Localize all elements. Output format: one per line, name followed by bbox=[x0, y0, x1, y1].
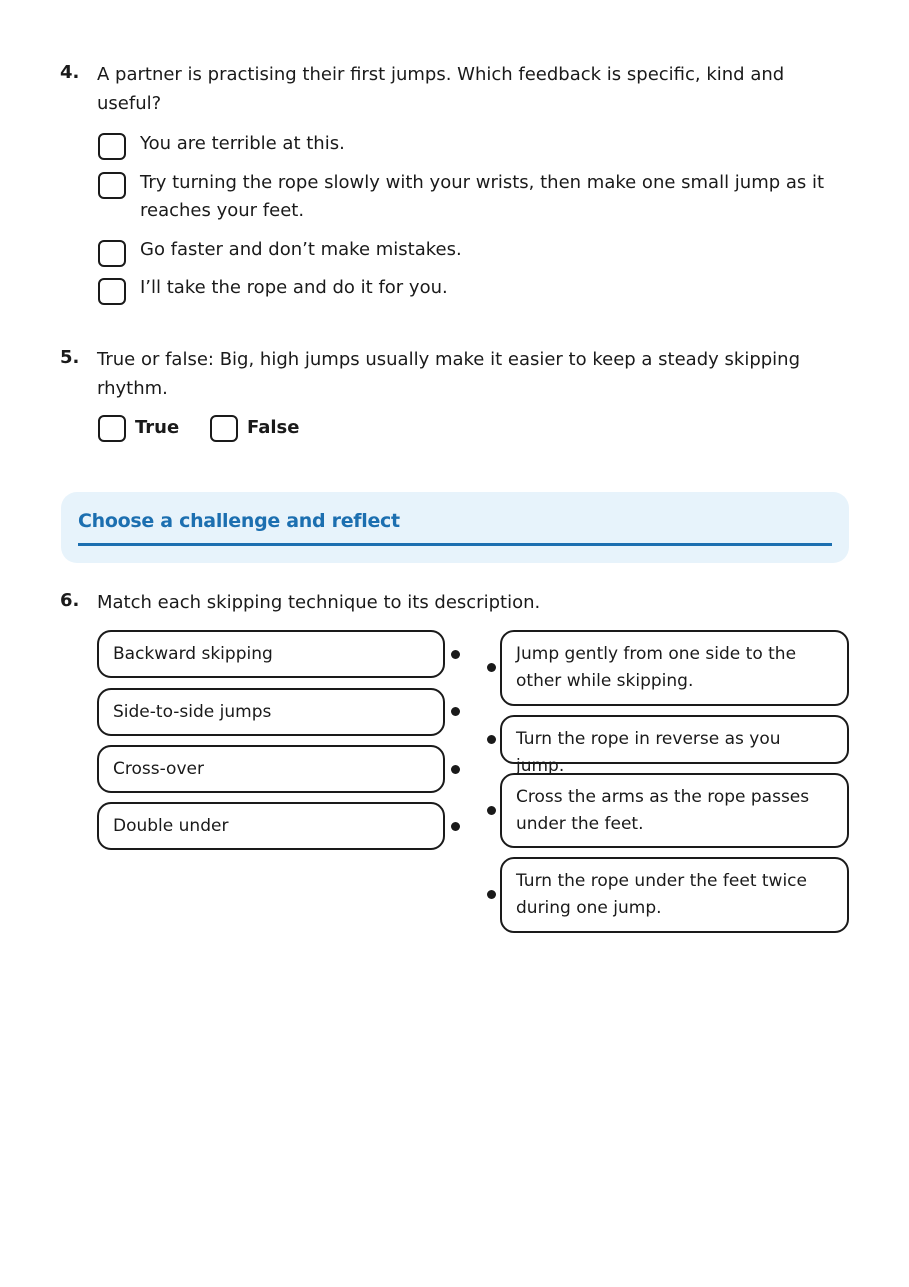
q4-option-4-checkbox[interactable] bbox=[98, 278, 126, 305]
q4-option-4-label: I’ll take the rope and do it for you. bbox=[140, 277, 448, 298]
q4-option-1-checkbox[interactable] bbox=[98, 133, 126, 160]
question-5-text: True or false: Big, high jumps usually make it easier to keep a steady skipping rhythm. bbox=[97, 349, 801, 399]
question-5-number: 5. bbox=[60, 347, 80, 368]
technique-backward-skipping[interactable]: Backward skipping bbox=[97, 630, 445, 678]
q5-false-checkbox[interactable] bbox=[210, 415, 238, 442]
technique-cross-over[interactable]: Cross-over bbox=[97, 745, 445, 793]
question-6-number: 6. bbox=[60, 590, 80, 611]
description-cross-arms[interactable]: Cross the arms as the rope passes under the feet. bbox=[500, 773, 849, 848]
technique-1-connector-dot[interactable] bbox=[451, 650, 460, 659]
q5-false-label: False bbox=[247, 417, 300, 438]
technique-2-connector-dot[interactable] bbox=[451, 707, 460, 716]
technique-4-connector-dot[interactable] bbox=[451, 822, 460, 831]
section-title: Choose a challenge and reflect bbox=[78, 510, 400, 532]
description-side-to-side[interactable]: Jump gently from one side to the other while skipping. bbox=[500, 630, 849, 706]
description-4-connector-dot[interactable] bbox=[487, 890, 496, 899]
description-2-connector-dot[interactable] bbox=[487, 735, 496, 744]
description-3-connector-dot[interactable] bbox=[487, 806, 496, 815]
description-reverse[interactable]: Turn the rope in reverse as you jump. bbox=[500, 715, 849, 764]
technique-side-to-side-jumps[interactable]: Side-to-side jumps bbox=[97, 688, 445, 736]
question-4-text: A partner is practising their first jumps. Which feedback is specific, kind and useful? bbox=[97, 64, 785, 114]
q4-option-3-label: Go faster and don’t make mistakes. bbox=[140, 239, 462, 260]
description-twice[interactable]: Turn the rope under the feet twice during one jump. bbox=[500, 857, 849, 933]
q4-option-2-label: Try turning the rope slowly with your wrists, then make one small jump as it reaches your feet. bbox=[140, 172, 825, 221]
description-1-connector-dot[interactable] bbox=[487, 663, 496, 672]
q4-option-3-checkbox[interactable] bbox=[98, 240, 126, 267]
question-4-number: 4. bbox=[60, 62, 80, 83]
q5-true-checkbox[interactable] bbox=[98, 415, 126, 442]
q4-option-1-label: You are terrible at this. bbox=[140, 133, 345, 154]
q4-option-2-checkbox[interactable] bbox=[98, 172, 126, 199]
technique-3-connector-dot[interactable] bbox=[451, 765, 460, 774]
section-header bbox=[61, 492, 849, 563]
question-6-text: Match each skipping technique to its description. bbox=[97, 592, 541, 613]
q5-true-label: True bbox=[135, 417, 180, 438]
technique-double-under[interactable]: Double under bbox=[97, 802, 445, 850]
section-divider bbox=[78, 543, 832, 546]
